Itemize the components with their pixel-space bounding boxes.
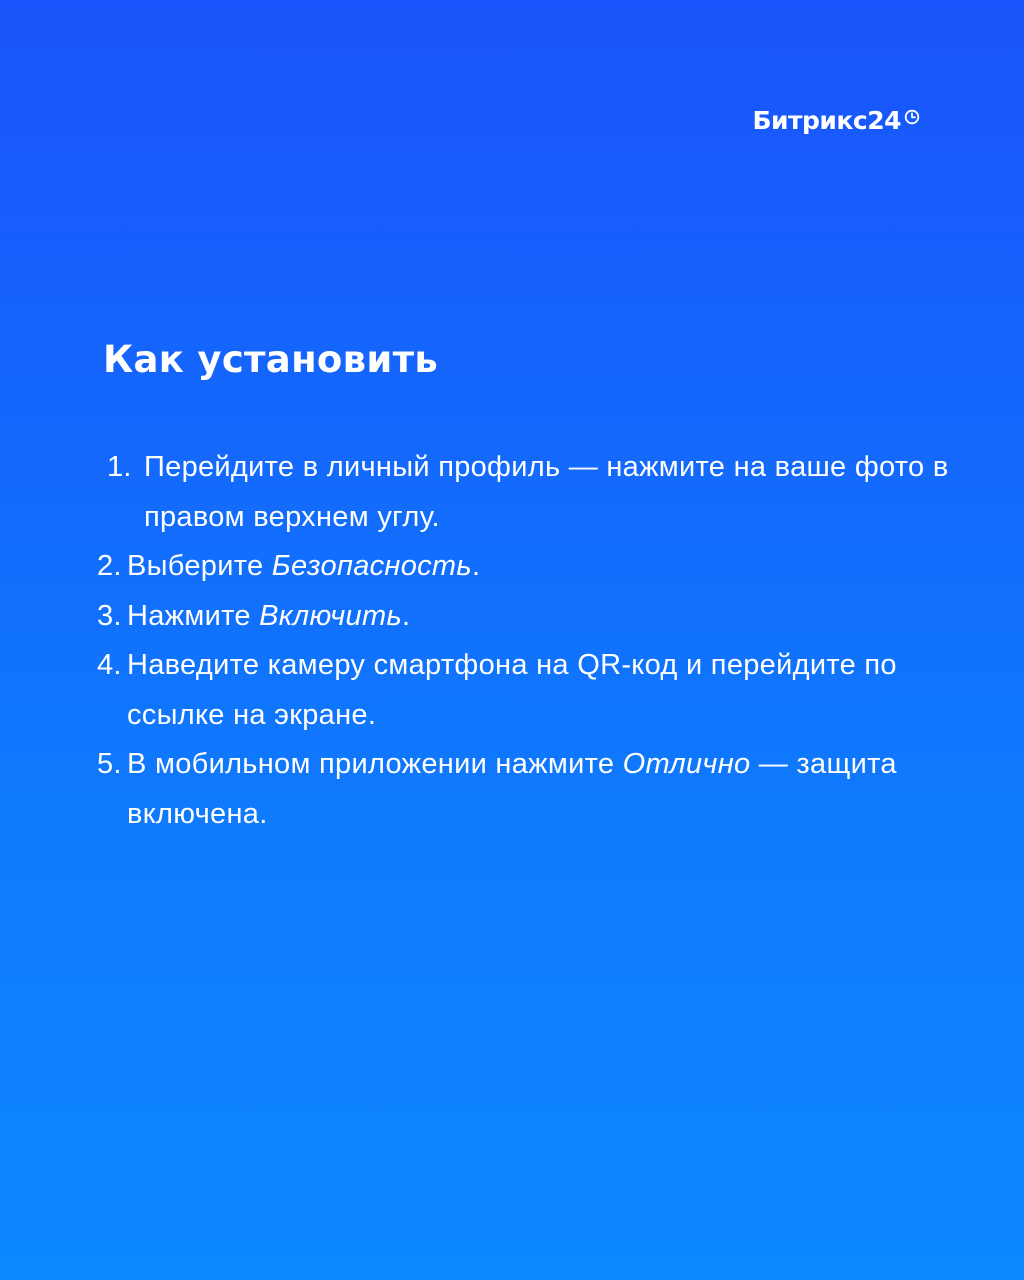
list-item (97, 443, 967, 542)
step-emphasis: Отлично (622, 748, 751, 780)
step-emphasis: Безопасность (271, 550, 472, 582)
step-text-after: . (402, 599, 411, 632)
step-number: 5. (97, 748, 122, 780)
step-text-before: В мобильном приложении нажмите (127, 748, 623, 780)
logo-text: Битрикс24 (752, 106, 901, 135)
clock-icon (904, 109, 920, 125)
step-text (127, 641, 967, 740)
page-title: Как установить (103, 338, 439, 381)
step-text-before: Выберите (127, 550, 272, 582)
list-item (97, 641, 967, 740)
list-item (97, 592, 967, 642)
step-number: 3. (97, 599, 122, 632)
step-number: 1. (107, 451, 132, 483)
step-emphasis: Включить (259, 599, 402, 632)
step-text-before: Нажмите (127, 599, 260, 632)
step-text-before: Перейдите в личный профиль — нажмите на ваше фото в правом верхнем углу. (144, 451, 949, 533)
step-text (127, 542, 967, 592)
step-text-after: . (471, 550, 481, 582)
step-text (127, 592, 967, 642)
step-text-before: Наведите камеру смартфона на QR-код и перейдите по ссылке на экране. (127, 649, 897, 731)
bitrix24-logo (752, 104, 920, 138)
list-item (97, 542, 967, 592)
list-item (97, 740, 967, 839)
steps-list (97, 443, 967, 839)
step-text-after: — защита включена. (127, 748, 897, 830)
step-text (127, 740, 967, 839)
step-text (144, 443, 967, 542)
step-number: 4. (97, 649, 122, 681)
step-number: 2. (97, 550, 122, 582)
